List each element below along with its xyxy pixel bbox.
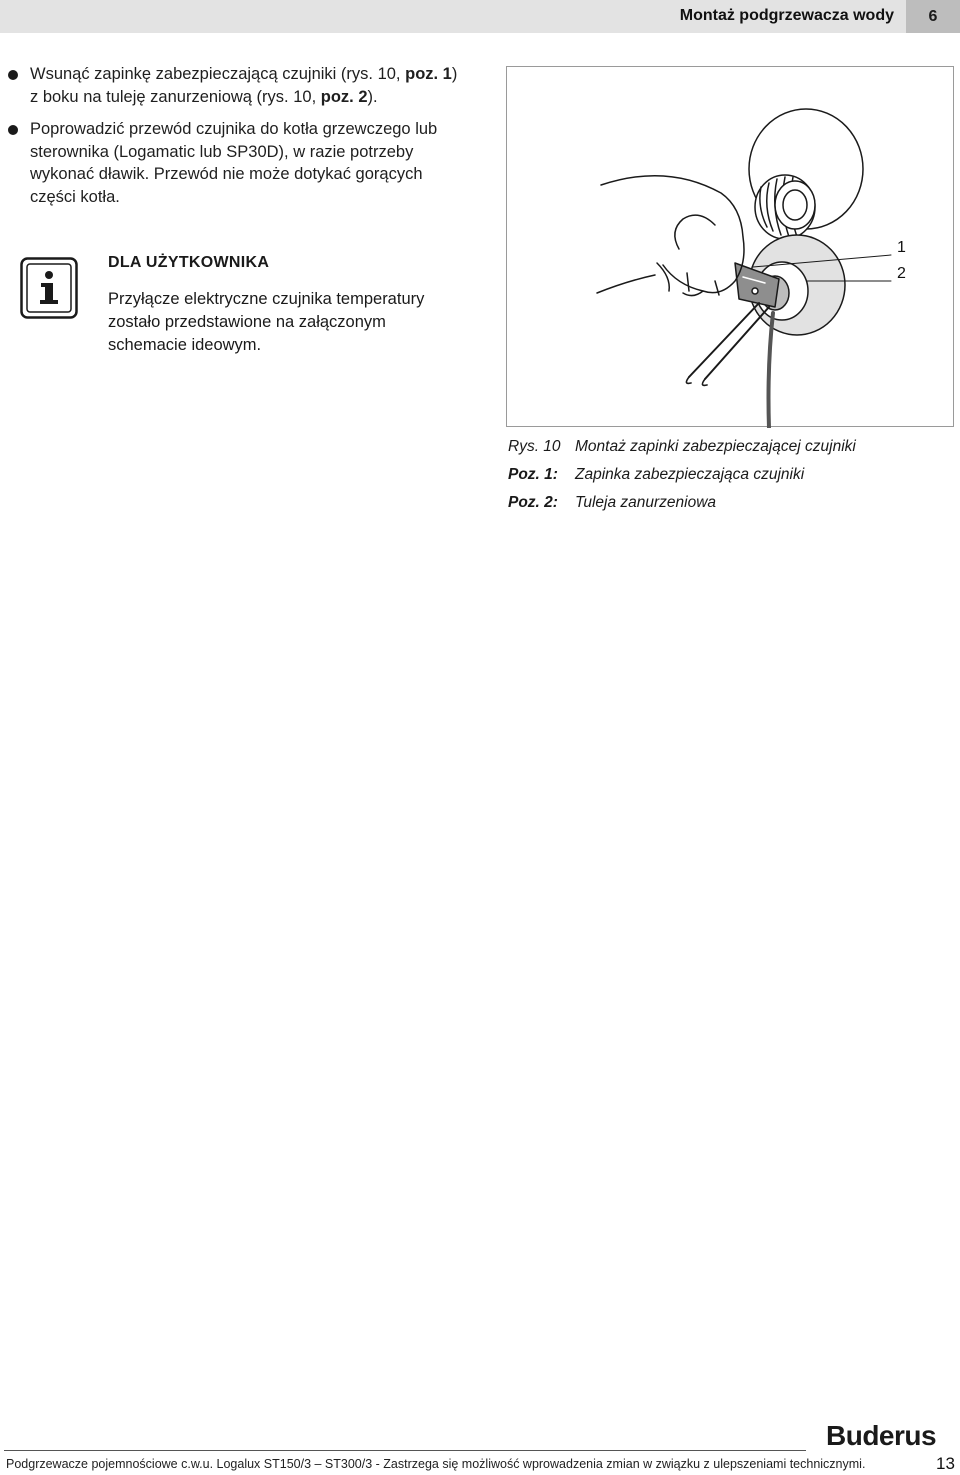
page-number: 13 [936, 1454, 955, 1473]
instruction-list [30, 63, 470, 218]
instruction-text: ) z boku na tuleję zanurzeniową (rys. 10, [30, 65, 458, 106]
figure-caption [508, 433, 954, 517]
legend-key: Poz. 2: [508, 494, 558, 511]
page-section-title: Montaż podgrzewacza wody [679, 7, 894, 24]
instruction-text: Wsunąć zapinkę zabezpieczającą czujniki (rys. 10, [30, 65, 401, 83]
legend-row [508, 461, 954, 489]
footer-divider [4, 1450, 806, 1451]
figure-illustration [506, 66, 954, 427]
position-ref: poz. 1 [405, 65, 452, 83]
chapter-number: 6 [906, 0, 960, 33]
bullet-icon [8, 70, 18, 80]
info-icon [20, 257, 78, 319]
legend-row [508, 489, 954, 517]
list-item [30, 118, 470, 208]
figure-title: Montaż zapinki zabezpieczającej czujniki [575, 438, 856, 455]
legend-text: Tuleja zanurzeniowa [575, 494, 717, 511]
sensor-clip-drawing [507, 67, 955, 428]
callout-1: 1 [897, 239, 906, 256]
position-ref: poz. 2 [320, 87, 368, 106]
bullet-icon [8, 125, 18, 135]
instruction-text: Poprowadzić przewód czujnika do kotła grzewczego lub sterownika (Logamatic lub SP30D), w razie potrzeby wykonać dławik. Przewód nie może dotykać gorących części kotła. [30, 120, 438, 206]
list-item [30, 63, 470, 108]
caption-row [508, 433, 954, 461]
figure-number: Rys. 10 [508, 438, 561, 455]
note-text: Przyłącze elektryczne czujnika temperatury zostało przedstawione na załączonym schemacie ideowym. [108, 290, 425, 354]
callout-2: 2 [897, 265, 906, 282]
instruction-text: ). [367, 87, 378, 106]
legend-key: Poz. 1: [508, 466, 558, 483]
header-bar [0, 0, 960, 33]
note-title: DLA UŻYTKOWNIKA [108, 254, 270, 271]
footer-text: Podgrzewacze pojemnościowe c.w.u. Logalux ST150/3 – ST300/3 - Zastrzega się możliwość wprowadzenia zmian w związku z ulepszeniami technicznymi. [6, 1457, 866, 1471]
legend-text: Zapinka zabezpieczająca czujniki [575, 466, 805, 483]
brand-logo: Buderus [826, 1420, 937, 1451]
